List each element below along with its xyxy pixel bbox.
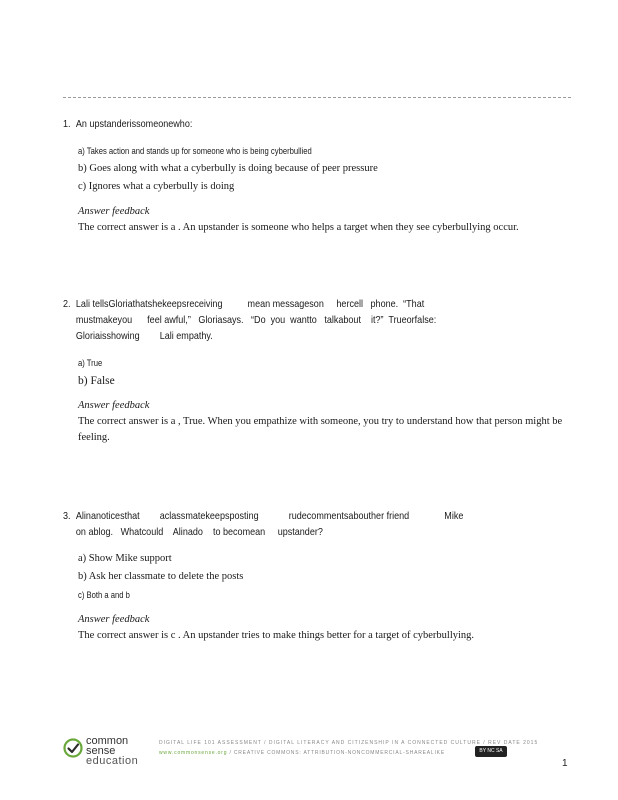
prompt-line: Gloriaisshowing Lali empathy. xyxy=(75,330,213,342)
logo-line: sense xyxy=(86,745,116,757)
question-3 xyxy=(63,508,573,644)
page-footer xyxy=(63,736,573,776)
logo-line: common xyxy=(86,735,129,747)
answer-options xyxy=(63,142,573,196)
footer-course-info: DIGITAL LIFE 101 ASSESSMENT / DIGITAL LITERACY AND CITIZENSHIP IN A CONNECTED CULTURE / REV DATE 2015 xyxy=(159,740,539,746)
question-prompt xyxy=(63,508,562,540)
feedback-label: Answer feedback xyxy=(78,400,150,411)
feedback-label: Answer feedback xyxy=(78,206,150,217)
option-b: b) False xyxy=(78,375,115,387)
option-c: c) Both a and b xyxy=(78,590,130,600)
prompt-line: mustmakeyou feel awful,” Gloriasays. “Do you wantto talkabout it?” Trueorfalse: xyxy=(75,314,437,326)
option-a: a) Takes action and stands up for someone who is being cyberbullied xyxy=(78,146,312,156)
prompt-line: An upstanderissomeonewho: xyxy=(75,118,193,130)
feedback-text: The correct answer is a . An upstander is someone who helps a target when they see cyberbullying occur. xyxy=(78,222,519,233)
answer-feedback xyxy=(63,204,573,236)
footer-license-info xyxy=(159,750,445,756)
prompt-line: Alinanoticesthat aclassmatekeepsposting rudecommentsabouther friend Mike xyxy=(75,510,464,522)
prompt-line: Lali tellsGloriathatshekeepsreceiving mean messageson hercell phone. “That xyxy=(75,298,425,310)
answer-feedback xyxy=(63,398,573,446)
question-number: 1. xyxy=(63,118,71,130)
footer-license-text: / CREATIVE COMMONS: ATTRIBUTION-NONCOMMERCIAL-SHAREALIKE xyxy=(229,750,445,756)
option-a: a) Show Mike support xyxy=(78,553,172,564)
option-b: b) Goes along with what a cyberbully is doing because of peer pressure xyxy=(78,163,378,174)
question-2 xyxy=(63,296,573,446)
page-number: 1 xyxy=(562,758,568,769)
checkmark-logo-icon xyxy=(63,738,83,758)
prompt-line: on ablog. Whatcould Alinado to becomean upstander? xyxy=(75,526,323,538)
answer-options xyxy=(63,354,573,390)
brand-logo-text xyxy=(86,736,138,766)
question-number: 2. xyxy=(63,298,71,310)
creative-commons-badge-icon: BY NC SA xyxy=(475,746,507,757)
top-divider xyxy=(63,97,571,98)
question-number: 3. xyxy=(63,510,71,522)
question-prompt xyxy=(63,296,562,344)
feedback-text: The correct answer is a , True. When you empathize with someone, you try to understand how that person might be feeling. xyxy=(78,416,563,443)
logo-line: education xyxy=(86,755,139,767)
option-c: c) Ignores what a cyberbully is doing xyxy=(78,181,235,192)
option-b: b) Ask her classmate to delete the posts xyxy=(78,571,244,582)
feedback-text: The correct answer is c . An upstander tries to make things better for a target of cyberbullying. xyxy=(78,630,475,641)
footer-url-link[interactable]: www.commonsense.org xyxy=(159,750,228,756)
feedback-label: Answer feedback xyxy=(78,614,150,625)
answer-options xyxy=(63,550,573,604)
answer-feedback xyxy=(63,612,573,644)
option-a: a) True xyxy=(78,358,103,368)
question-prompt xyxy=(63,116,562,132)
question-1 xyxy=(63,116,573,236)
